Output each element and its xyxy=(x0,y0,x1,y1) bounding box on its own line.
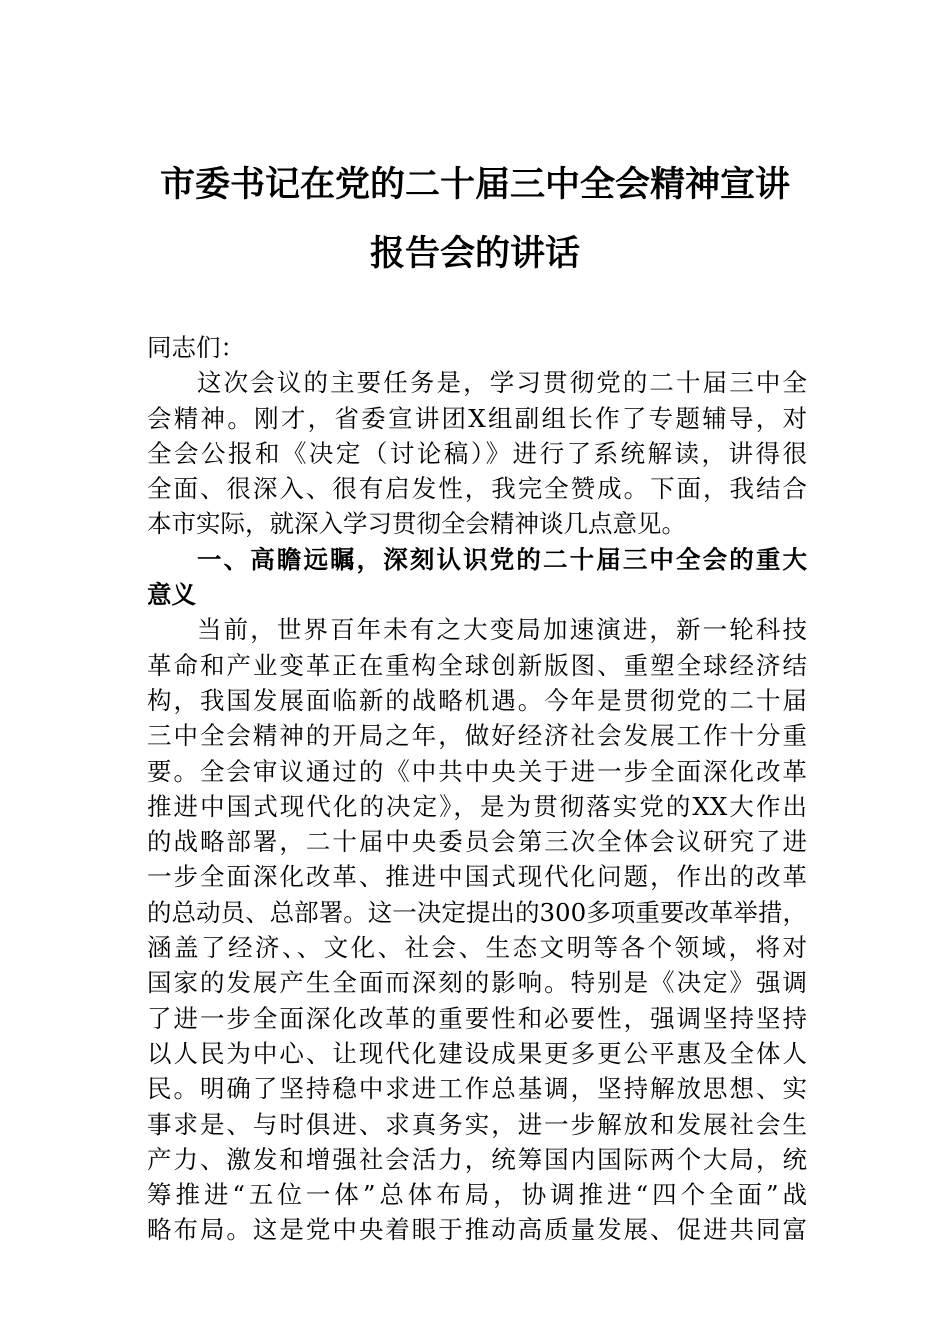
document-title-line-1: 市委书记在党的二十届三中全会精神宣讲 xyxy=(159,164,790,205)
body-line: 事求是、与时俱进、求真务实，进一步解放和发展社会生 xyxy=(147,1109,807,1139)
body-line: 要。全会审议通过的《中共中央关于进一步全面深化改革 xyxy=(147,756,807,786)
body-line: 涵盖了经济、、文化、社会、生态文明等各个领域，将对 xyxy=(147,933,807,963)
section-heading: 一、高瞻远瞩，深刻认识党的二十届三中全会的重大 xyxy=(197,544,807,574)
body-line: 略布局。这是党中央着眼于推动高质量发展、促进共同富 xyxy=(147,1215,807,1245)
body-line: 产力、激发和增强社会活力，统筹国内国际两个大局，统 xyxy=(147,1144,807,1174)
salutation: 同志们： xyxy=(147,333,245,362)
body-line: 革命和产业变革正在重构全球创新版图、重塑全球经济结 xyxy=(147,650,807,680)
body-line: 的战略部署，二十届中央委员会第三次全体会议研究了进 xyxy=(147,827,807,857)
document-title-line-2: 报告会的讲话 xyxy=(369,233,580,274)
body-line: 的总动员、总部署。这一决定提出的300多项重要改革举措， xyxy=(147,897,807,927)
body-line: 以人民为中心、让现代化建设成果更多更公平惠及全体人 xyxy=(147,1038,807,1068)
section-heading: 意义 xyxy=(147,580,196,610)
body-line: 筹推进“五位一体”总体布局，协调推进“四个全面”战 xyxy=(147,1180,807,1210)
body-line: 本市实际，就深入学习贯彻全会精神谈几点意见。 xyxy=(147,509,686,539)
body-line: 全会公报和《决定（讨论稿）》进行了系统解读，讲得很 xyxy=(147,438,807,468)
body-line: 民。明确了坚持稳中求进工作总基调，坚持解放思想、实 xyxy=(147,1074,807,1104)
body-line: 了进一步全面深化改革的重要性和必要性，强调坚持坚持 xyxy=(147,1003,807,1033)
body-line: 国家的发展产生全面而深刻的影响。特别是《决定》强调 xyxy=(147,968,807,998)
body-line: 这次会议的主要任务是，学习贯彻党的二十届三中全 xyxy=(197,368,807,398)
body-line: 全面、很深入、很有启发性，我完全赞成。下面，我结合 xyxy=(147,474,807,504)
document-body xyxy=(147,330,807,1248)
body-line: 推进中国式现代化的决定》，是为贯彻落实党的XX大作出 xyxy=(147,791,807,821)
body-line: 一步全面深化改革、推进中国式现代化问题，作出的改革 xyxy=(147,862,807,892)
body-line: 三中全会精神的开局之年，做好经济社会发展工作十分重 xyxy=(147,721,807,751)
body-line: 当前，世界百年未有之大变局加速演进，新一轮科技 xyxy=(197,615,807,645)
body-line: 构，我国发展面临新的战略机遇。今年是贯彻党的二十届 xyxy=(147,685,807,715)
body-line: 会精神。刚才，省委宣讲团X组副组长作了专题辅导，对 xyxy=(147,403,807,433)
